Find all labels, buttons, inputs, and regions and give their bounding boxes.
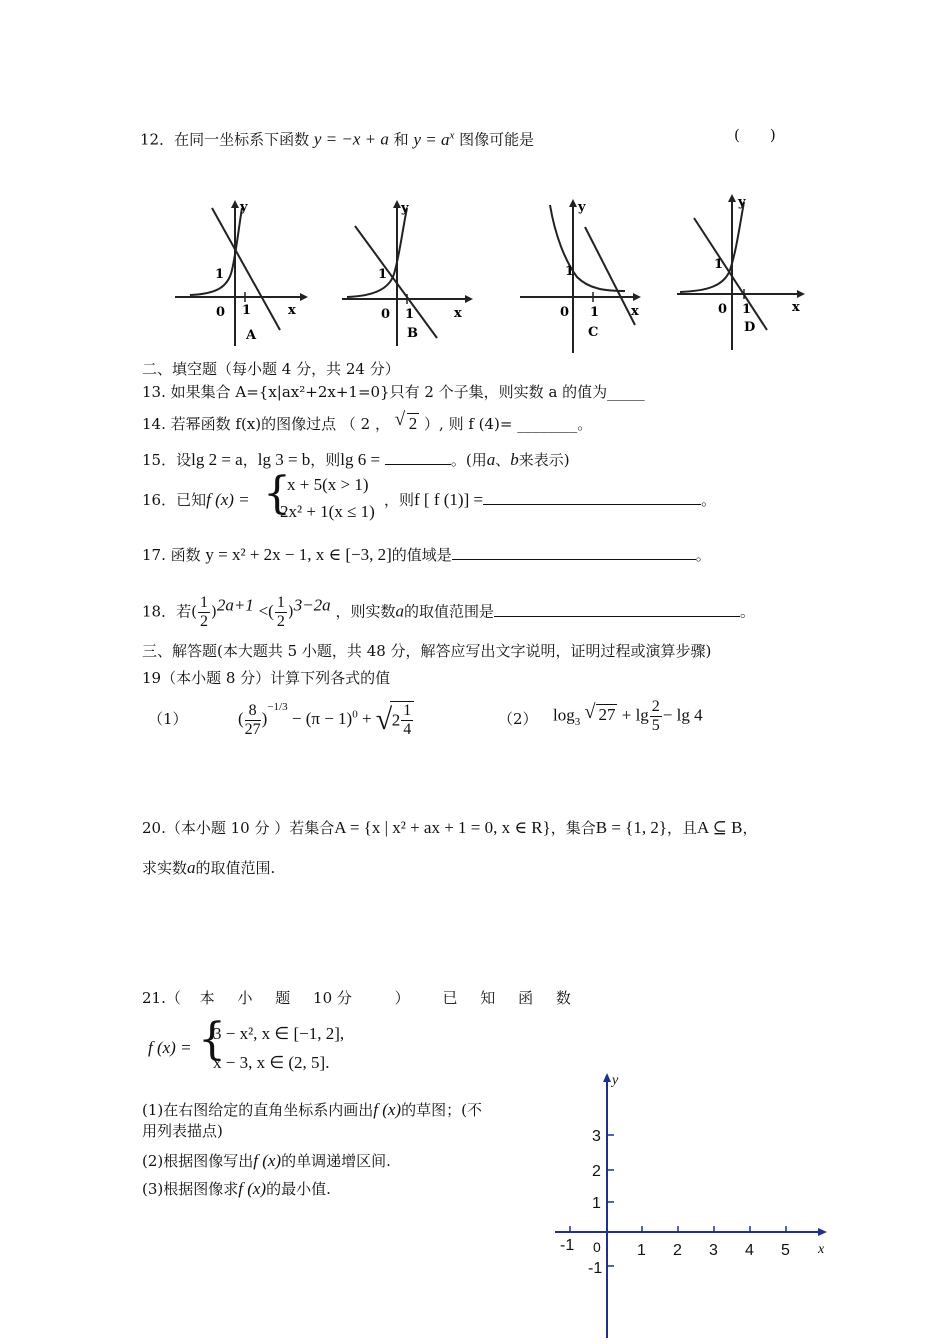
q16-pre: 16．已知f (x) = — [142, 490, 250, 509]
grid-x-tick: 3 — [709, 1242, 718, 1259]
graph-option-d — [672, 190, 812, 350]
q21-header: 21.（ 本 小 题 10 分 ） 已 知 函 数 — [142, 989, 571, 1007]
grid-x-tick: 0 — [593, 1239, 601, 1255]
svg-text:y: y — [738, 195, 746, 210]
q19-expr1: ( $\frac{8}{27}$ )$^{-1/3} - (\pi - 1)^0$ + √ 2 $\frac{1}{4}$ — [238, 694, 414, 739]
q16-case1: x + 5(x > 1) — [287, 475, 369, 494]
q14: 14. 若幂函数 f(x)的图像过点 （ 2 ， √ 2 ）, 则 f (4)= ________。 — [142, 409, 593, 433]
graph-b-label: B — [407, 326, 418, 341]
q16-brace: { — [263, 468, 291, 519]
grid-y-label: y — [612, 1073, 619, 1088]
grid-y-tick: -1 — [588, 1260, 603, 1277]
q21-brace: { — [198, 1014, 226, 1065]
graph-a-one: 1 — [215, 267, 225, 282]
q20-line2: 求实数a的取值范围. — [142, 858, 276, 877]
graph-option-a — [170, 198, 310, 348]
q12-expr2: $y = a^x$ — [413, 129, 455, 149]
svg-text:1: 1 — [590, 305, 600, 320]
svg-text:0: 0 — [560, 305, 570, 320]
q21-item1b: 用列表描点) — [142, 1122, 223, 1140]
q19-expr2: $\log_3$ √ 27 + lg $\frac{2}{5}$ − lg 4 — [553, 698, 703, 734]
q14-sqrt: √ 2 — [394, 409, 418, 433]
grid-x-label: x — [818, 1242, 825, 1257]
grid-x-tick: 2 — [673, 1242, 682, 1259]
svg-text:y: y — [578, 200, 586, 215]
q19-part2-label: （2） — [498, 710, 538, 728]
svg-text:1: 1 — [378, 267, 388, 282]
q19-part1-label: （1） — [148, 710, 188, 728]
q13: 13. 如果集合 A={x|ax²+2x+1=0}只有 2 个子集，则实数 a 的值为_____ — [142, 383, 645, 401]
q16-post: ，则f [ f (1)] = 。 — [384, 490, 717, 509]
q21-item2: (2)根据图像写出f (x)的单调递增区间. — [142, 1151, 391, 1170]
q20-line1: 20.（本小题 10 分 ）若集合A = {x | x² + ax + 1 = 0, x ∈ R}，集合B = {1, 2}，且A ⊆ B， — [142, 818, 758, 837]
svg-text:y: y — [401, 201, 409, 216]
q21-case2: x − 3, x ∈ (2, 5]. — [213, 1053, 330, 1072]
q21-case1: 3 − x², x ∈ [−1, 2], — [213, 1024, 345, 1043]
svg-text:x: x — [454, 306, 462, 321]
grid-x-tick: 1 — [637, 1242, 646, 1259]
q17: 17. 函数 y = x² + 2x − 1, x ∈ [−3, 2]的值域是 。 — [142, 545, 711, 564]
q21-item3: (3)根据图像求f (x)的最小值. — [142, 1179, 331, 1198]
q21-coordinate-axes — [550, 1070, 840, 1340]
q15: 15．设lg 2 = a，lg 3 = b，则lg 6 = 。(用a、b来表示) — [142, 450, 570, 469]
graph-option-c — [515, 195, 655, 355]
q12-expr1: y = −x + a — [313, 129, 389, 149]
q18: 18．若( $\frac{1}{2}$ )$^{2a+1}$ <( $\frac{1}{2}$ )$^{3-2a}$ ，则实数a的取值范围是 。 — [142, 594, 755, 630]
svg-text:x: x — [792, 300, 800, 315]
svg-text:1: 1 — [565, 264, 575, 279]
q21-fx: f (x) = — [148, 1038, 192, 1057]
q16-case2: 2x² + 1(x ≤ 1) — [280, 502, 375, 521]
q12-answer-paren: ( ) — [734, 126, 776, 144]
graph-c-label: C — [588, 325, 599, 340]
svg-text:1: 1 — [742, 302, 752, 317]
grid-x-tick: 4 — [745, 1242, 754, 1259]
svg-text:1: 1 — [405, 307, 415, 322]
grid-y-tick: 1 — [592, 1195, 601, 1212]
svg-text:1: 1 — [242, 303, 252, 318]
svg-text:1: 1 — [714, 257, 724, 272]
graph-a-zero: 0 — [216, 305, 226, 320]
graph-option-b — [337, 198, 477, 348]
section3-title: 三、解答题(本大题共 5 小题，共 48 分，解答应写出文字说明，证明过程或演算步骤) — [142, 642, 712, 660]
grid-x-tick: 5 — [781, 1242, 790, 1259]
section2-title: 二、填空题（每小题 4 分，共 24 分） — [142, 360, 400, 378]
svg-text:0: 0 — [718, 302, 728, 317]
graph-a-label: A — [246, 328, 257, 343]
q12-line — [140, 125, 534, 150]
q19-title: 19（本小题 8 分）计算下列各式的值 — [142, 669, 391, 687]
grid-y-tick: 2 — [592, 1163, 601, 1180]
graph-a-x-label: x — [288, 303, 296, 318]
svg-text:0: 0 — [381, 307, 391, 322]
grid-y-tick: 3 — [592, 1128, 601, 1145]
q12-tail: 图像可能是 — [459, 130, 535, 149]
svg-text:x: x — [631, 304, 639, 319]
q12-he: 和 — [393, 130, 409, 149]
grid-x-tick: -1 — [560, 1237, 575, 1254]
graph-a-y-label: y — [240, 200, 248, 215]
q21-item1a: (1)在右图给定的直角坐标系内画出f (x)的草图；(不 — [142, 1100, 482, 1119]
graph-d-label: D — [744, 320, 756, 335]
q12-number: 12．在同一坐标系下函数 — [140, 130, 310, 149]
